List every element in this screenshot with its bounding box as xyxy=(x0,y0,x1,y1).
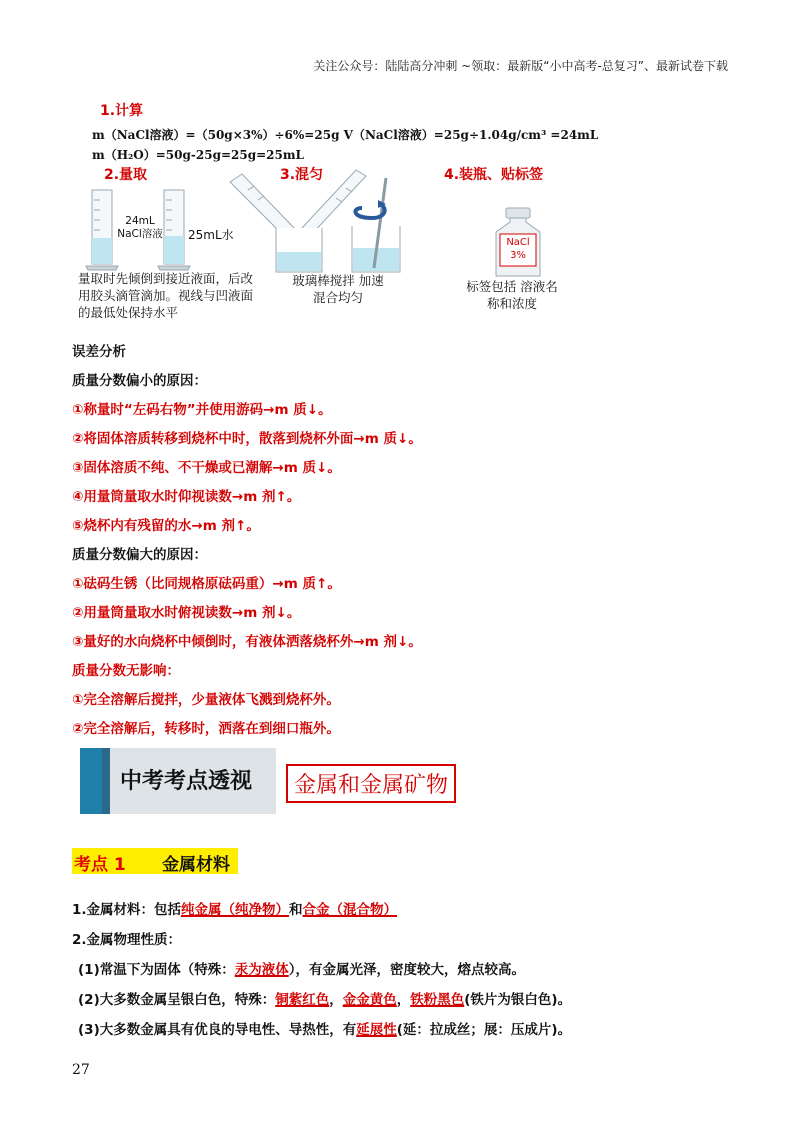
step-3-title: 3.混匀 xyxy=(280,167,324,183)
step-2-caption: 量取时先倾倒到接近液面，后改用胶头滴管滴加。视线与凹液面的最低处保持水平 xyxy=(78,271,254,320)
small-reason-4: ④用量筒量取水时仰视读数→m 剂↑。 xyxy=(72,489,301,505)
cylinder-water-label: 25mL水 xyxy=(188,228,234,242)
calc-line-1: m（NaCl溶液）=（50g×3%）÷6%=25g V（NaCl溶液）=25g÷1.04g/cm³ =24mL xyxy=(92,128,599,142)
small-reason-5: ⑤烧杯内有残留的水→m 剂↑。 xyxy=(72,518,260,534)
banner-title: 中考考点透视 xyxy=(120,769,253,794)
ductility-term: 延展性 xyxy=(356,1022,397,1038)
beaker-left-icon xyxy=(276,228,322,272)
page-number: 27 xyxy=(72,1062,90,1078)
kaodian-label: 考点 1 xyxy=(74,855,126,875)
content-line-2: 2.金属物理性质： xyxy=(72,932,182,948)
alloy-term: 合金（混合物） xyxy=(302,902,398,918)
step-1-title: 1.计算 xyxy=(100,103,144,119)
large-reason-1: ①砝码生锈（比同规格原砝码重）→m 质↑。 xyxy=(72,576,341,592)
chapter-topic: 金属和金属矿物 xyxy=(286,764,456,803)
gold-color-term: 金金黄色 xyxy=(342,992,397,1008)
pure-metal-term: 纯金属（纯净物） xyxy=(181,902,290,918)
cylinder-nacl-label: 24mL NaCl溶液 xyxy=(117,215,163,240)
step-4-caption: 标签包括 溶液名称和浓度 xyxy=(466,279,558,311)
iron-powder-color-term: 铁粉黑色 xyxy=(410,992,465,1008)
calc-line-2: m（H₂O）=50g-25g=25g=25mL xyxy=(92,148,304,162)
no-effect-2: ②完全溶解后，转移时，洒落在到细口瓶外。 xyxy=(72,721,340,737)
no-effect-title: 质量分数无影响： xyxy=(72,663,180,679)
bottle-label-name: NaCl xyxy=(506,237,530,248)
mixing-illustration xyxy=(226,168,426,276)
large-reason-2: ②用量筒量取水时俯视读数→m 剂↓。 xyxy=(72,605,301,621)
large-reason-3: ③量好的水向烧杯中倾倒时，有液体洒落烧杯外→m 剂↓。 xyxy=(72,634,422,650)
content-line-5: (3)大多数金属具有优良的导电性、导热性，有延展性(延：拉成丝；展：压成片)。 xyxy=(78,1022,572,1038)
bottle-label-concentration: 3% xyxy=(510,250,526,261)
step-3-caption: 玻璃棒搅拌 加速混合均匀 xyxy=(292,273,384,305)
copper-color-term: 铜紫红色 xyxy=(275,992,330,1008)
step-4-title: 4.装瓶、贴标签 xyxy=(444,167,544,183)
step-2-title: 2.量取 xyxy=(104,167,148,183)
content-line-4: (2)大多数金属呈银白色，特殊：铜紫红色，金金黄色，铁粉黑色(铁片为银白色)。 xyxy=(78,992,572,1008)
kaodian-heading xyxy=(72,848,238,874)
content-line-3: (1)常温下为固体（特殊：汞为液体），有金属光泽，密度较大，熔点较高。 xyxy=(78,962,525,978)
content-line-1: 1.金属材料：包括纯金属（纯净物）和合金（混合物） xyxy=(72,902,398,918)
page-header: 关注公众号：陆陆高分冲刺 ~领取：最新版“小中高考-总复习”、最新试卷下载 xyxy=(313,59,728,73)
small-reasons-title: 质量分数偏小的原因： xyxy=(72,373,207,389)
small-reason-3: ③固体溶质不纯、不干燥或已潮解→m 质↓。 xyxy=(72,460,341,476)
no-effect-1: ①完全溶解后搅拌，少量液体飞溅到烧杯外。 xyxy=(72,692,340,708)
error-analysis-title: 误差分析 xyxy=(72,344,126,360)
small-reason-2: ②将固体溶质转移到烧杯中时，散落到烧杯外面→m 质↓。 xyxy=(72,431,422,447)
kaodian-name: 金属材料 xyxy=(162,855,230,875)
small-reason-1: ①称量时“左码右物”并使用游码→m 质↓。 xyxy=(72,402,332,418)
large-reasons-title: 质量分数偏大的原因： xyxy=(72,547,207,563)
mercury-term: 汞为液体 xyxy=(234,962,289,978)
